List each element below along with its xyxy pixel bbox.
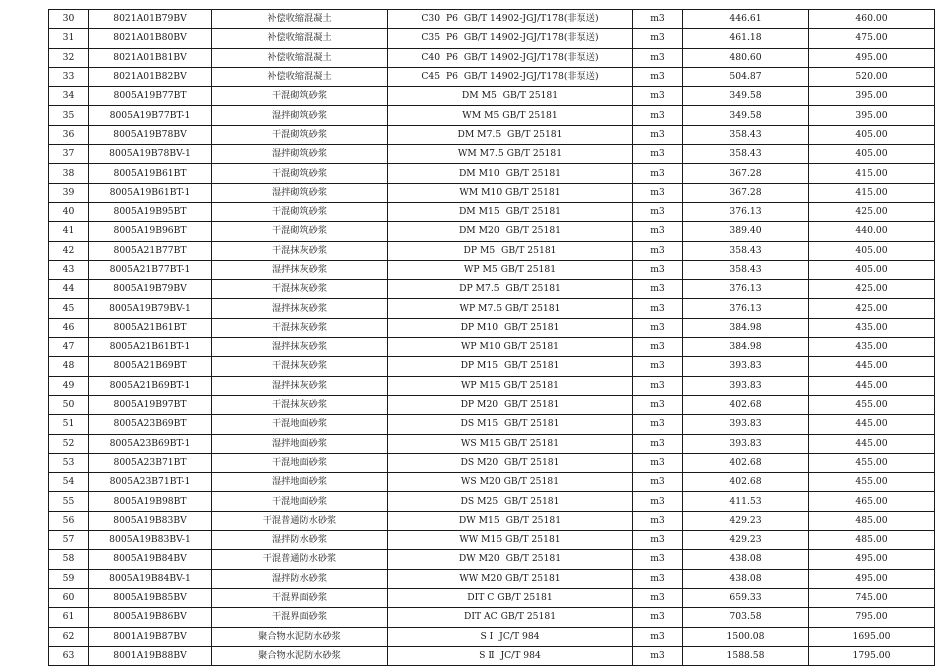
specification-cell: WS M20 GB/T 25181 (388, 473, 633, 492)
unit-cell: m3 (633, 299, 683, 318)
table-row (49, 473, 935, 492)
material-code-cell: 8005A19B79BV-1 (89, 299, 212, 318)
row-number-cell: 52 (49, 434, 89, 453)
material-code-cell: 8021A01B81BV (89, 48, 212, 67)
price-incl-tax-cell: 495.00 (809, 569, 935, 588)
unit-cell: m3 (633, 318, 683, 337)
specification-cell: DW M15 GB/T 25181 (388, 511, 633, 530)
row-number-cell: 32 (49, 48, 89, 67)
specification-cell: DM M5 GB/T 25181 (388, 87, 633, 106)
specification-cell: DW M20 GB/T 25181 (388, 550, 633, 569)
table-row (49, 588, 935, 607)
unit-cell: m3 (633, 87, 683, 106)
price-incl-tax-cell: 1695.00 (809, 627, 935, 646)
material-code-cell: 8005A19B77BT (89, 87, 212, 106)
row-number-cell: 63 (49, 646, 89, 665)
price-excl-tax-cell: 504.87 (683, 67, 809, 86)
specification-cell: WM M7.5 GB/T 25181 (388, 145, 633, 164)
table-row (49, 627, 935, 646)
material-code-cell: 8005A21B61BT-1 (89, 338, 212, 357)
table-row (49, 550, 935, 569)
specification-cell: DP M20 GB/T 25181 (388, 395, 633, 414)
material-price-table (48, 9, 935, 666)
row-number-cell: 46 (49, 318, 89, 337)
price-incl-tax-cell: 445.00 (809, 357, 935, 376)
unit-cell: m3 (633, 202, 683, 221)
material-name-cell: 补偿收缩混凝土 (212, 67, 388, 86)
material-name-cell: 湿拌砌筑砂浆 (212, 145, 388, 164)
material-name-cell: 干混界面砂浆 (212, 588, 388, 607)
table-row (49, 106, 935, 125)
row-number-cell: 38 (49, 164, 89, 183)
row-number-cell: 45 (49, 299, 89, 318)
unit-cell: m3 (633, 10, 683, 29)
specification-cell: WW M15 GB/T 25181 (388, 531, 633, 550)
unit-cell: m3 (633, 588, 683, 607)
row-number-cell: 53 (49, 453, 89, 472)
material-code-cell: 8005A19B61BT-1 (89, 183, 212, 202)
table-row (49, 434, 935, 453)
price-incl-tax-cell: 395.00 (809, 106, 935, 125)
material-code-cell: 8005A19B85BV (89, 588, 212, 607)
price-excl-tax-cell: 376.13 (683, 202, 809, 221)
table-row (49, 376, 935, 395)
material-code-cell: 8005A19B97BT (89, 395, 212, 414)
table-row (49, 67, 935, 86)
specification-cell: DS M15 GB/T 25181 (388, 415, 633, 434)
specification-cell: WP M10 GB/T 25181 (388, 338, 633, 357)
table-row (49, 415, 935, 434)
row-number-cell: 34 (49, 87, 89, 106)
table-body (49, 10, 935, 666)
price-incl-tax-cell: 455.00 (809, 473, 935, 492)
row-number-cell: 56 (49, 511, 89, 530)
price-incl-tax-cell: 495.00 (809, 48, 935, 67)
unit-cell: m3 (633, 473, 683, 492)
material-name-cell: 补偿收缩混凝土 (212, 29, 388, 48)
unit-cell: m3 (633, 260, 683, 279)
table-row (49, 10, 935, 29)
price-excl-tax-cell: 402.68 (683, 473, 809, 492)
material-code-cell: 8005A23B69BT (89, 415, 212, 434)
unit-cell: m3 (633, 511, 683, 530)
unit-cell: m3 (633, 415, 683, 434)
price-incl-tax-cell: 485.00 (809, 531, 935, 550)
price-incl-tax-cell: 455.00 (809, 453, 935, 472)
row-number-cell: 54 (49, 473, 89, 492)
price-incl-tax-cell: 465.00 (809, 492, 935, 511)
row-number-cell: 37 (49, 145, 89, 164)
unit-cell: m3 (633, 531, 683, 550)
material-code-cell: 8005A19B84BV-1 (89, 569, 212, 588)
material-code-cell: 8005A21B77BT-1 (89, 260, 212, 279)
price-excl-tax-cell: 358.43 (683, 260, 809, 279)
table-row (49, 511, 935, 530)
unit-cell: m3 (633, 608, 683, 627)
specification-cell: C40 P6 GB/T 14902-JGJ/T178(非泵送) (388, 48, 633, 67)
material-code-cell: 8005A23B69BT-1 (89, 434, 212, 453)
row-number-cell: 40 (49, 202, 89, 221)
row-number-cell: 51 (49, 415, 89, 434)
material-name-cell: 湿拌地面砂浆 (212, 434, 388, 453)
material-name-cell: 干混界面砂浆 (212, 608, 388, 627)
row-number-cell: 44 (49, 280, 89, 299)
material-code-cell: 8005A19B77BT-1 (89, 106, 212, 125)
price-excl-tax-cell: 429.23 (683, 511, 809, 530)
unit-cell: m3 (633, 164, 683, 183)
material-name-cell: 干混抹灰砂浆 (212, 395, 388, 414)
unit-cell: m3 (633, 453, 683, 472)
material-code-cell: 8005A19B86BV (89, 608, 212, 627)
row-number-cell: 31 (49, 29, 89, 48)
table-row (49, 183, 935, 202)
table-row (49, 164, 935, 183)
unit-cell: m3 (633, 395, 683, 414)
row-number-cell: 62 (49, 627, 89, 646)
specification-cell: WP M15 GB/T 25181 (388, 376, 633, 395)
price-excl-tax-cell: 367.28 (683, 164, 809, 183)
material-code-cell: 8005A19B79BV (89, 280, 212, 299)
material-code-cell: 8001A19B88BV (89, 646, 212, 665)
price-excl-tax-cell: 376.13 (683, 299, 809, 318)
price-incl-tax-cell: 745.00 (809, 588, 935, 607)
material-code-cell: 8021A01B79BV (89, 10, 212, 29)
price-excl-tax-cell: 703.58 (683, 608, 809, 627)
price-incl-tax-cell: 440.00 (809, 222, 935, 241)
specification-cell: DP M7.5 GB/T 25181 (388, 280, 633, 299)
material-code-cell: 8005A19B83BV (89, 511, 212, 530)
row-number-cell: 49 (49, 376, 89, 395)
material-code-cell: 8005A19B98BT (89, 492, 212, 511)
material-code-cell: 8005A21B77BT (89, 241, 212, 260)
row-number-cell: 36 (49, 125, 89, 144)
row-number-cell: 58 (49, 550, 89, 569)
specification-cell: DM M20 GB/T 25181 (388, 222, 633, 241)
specification-cell: DM M7.5 GB/T 25181 (388, 125, 633, 144)
price-incl-tax-cell: 405.00 (809, 125, 935, 144)
table-row (49, 280, 935, 299)
price-excl-tax-cell: 358.43 (683, 241, 809, 260)
unit-cell: m3 (633, 627, 683, 646)
row-number-cell: 55 (49, 492, 89, 511)
unit-cell: m3 (633, 183, 683, 202)
material-name-cell: 湿拌抹灰砂浆 (212, 299, 388, 318)
specification-cell: WP M5 GB/T 25181 (388, 260, 633, 279)
row-number-cell: 35 (49, 106, 89, 125)
price-incl-tax-cell: 405.00 (809, 145, 935, 164)
price-incl-tax-cell: 495.00 (809, 550, 935, 569)
specification-cell: DIT AC GB/T 25181 (388, 608, 633, 627)
row-number-cell: 30 (49, 10, 89, 29)
material-name-cell: 干混普通防水砂浆 (212, 550, 388, 569)
row-number-cell: 39 (49, 183, 89, 202)
price-excl-tax-cell: 358.43 (683, 125, 809, 144)
material-name-cell: 湿拌砌筑砂浆 (212, 183, 388, 202)
price-incl-tax-cell: 425.00 (809, 299, 935, 318)
specification-cell: DS M20 GB/T 25181 (388, 453, 633, 472)
material-code-cell: 8021A01B80BV (89, 29, 212, 48)
material-name-cell: 湿拌抹灰砂浆 (212, 376, 388, 395)
table-row (49, 318, 935, 337)
material-code-cell: 8005A19B83BV-1 (89, 531, 212, 550)
price-incl-tax-cell: 435.00 (809, 338, 935, 357)
specification-cell: WP M7.5 GB/T 25181 (388, 299, 633, 318)
unit-cell: m3 (633, 569, 683, 588)
table-row (49, 125, 935, 144)
row-number-cell: 33 (49, 67, 89, 86)
material-name-cell: 干混砌筑砂浆 (212, 202, 388, 221)
price-excl-tax-cell: 429.23 (683, 531, 809, 550)
specification-cell: C45 P6 GB/T 14902-JGJ/T178(非泵送) (388, 67, 633, 86)
material-name-cell: 湿拌防水砂浆 (212, 569, 388, 588)
unit-cell: m3 (633, 67, 683, 86)
price-incl-tax-cell: 405.00 (809, 241, 935, 260)
price-incl-tax-cell: 395.00 (809, 87, 935, 106)
row-number-cell: 47 (49, 338, 89, 357)
unit-cell: m3 (633, 646, 683, 665)
price-excl-tax-cell: 393.83 (683, 415, 809, 434)
unit-cell: m3 (633, 145, 683, 164)
material-name-cell: 湿拌抹灰砂浆 (212, 260, 388, 279)
price-excl-tax-cell: 349.58 (683, 106, 809, 125)
material-code-cell: 8005A19B96BT (89, 222, 212, 241)
row-number-cell: 60 (49, 588, 89, 607)
row-number-cell: 59 (49, 569, 89, 588)
row-number-cell: 43 (49, 260, 89, 279)
material-code-cell: 8005A21B61BT (89, 318, 212, 337)
price-incl-tax-cell: 485.00 (809, 511, 935, 530)
material-code-cell: 8021A01B82BV (89, 67, 212, 86)
material-name-cell: 干混地面砂浆 (212, 415, 388, 434)
material-name-cell: 干混抹灰砂浆 (212, 357, 388, 376)
price-excl-tax-cell: 659.33 (683, 588, 809, 607)
material-code-cell: 8005A19B84BV (89, 550, 212, 569)
specification-cell: DS M25 GB/T 25181 (388, 492, 633, 511)
material-code-cell: 8005A19B61BT (89, 164, 212, 183)
unit-cell: m3 (633, 492, 683, 511)
price-excl-tax-cell: 389.40 (683, 222, 809, 241)
table-row (49, 453, 935, 472)
table-row (49, 646, 935, 665)
unit-cell: m3 (633, 280, 683, 299)
table-row (49, 299, 935, 318)
material-name-cell: 湿拌砌筑砂浆 (212, 106, 388, 125)
specification-cell: WM M10 GB/T 25181 (388, 183, 633, 202)
table-row (49, 145, 935, 164)
row-number-cell: 42 (49, 241, 89, 260)
price-excl-tax-cell: 461.18 (683, 29, 809, 48)
unit-cell: m3 (633, 29, 683, 48)
material-name-cell: 补偿收缩混凝土 (212, 10, 388, 29)
material-name-cell: 干混抹灰砂浆 (212, 241, 388, 260)
price-incl-tax-cell: 425.00 (809, 280, 935, 299)
price-excl-tax-cell: 402.68 (683, 453, 809, 472)
table-row (49, 395, 935, 414)
price-incl-tax-cell: 445.00 (809, 376, 935, 395)
table-row (49, 29, 935, 48)
specification-cell: DM M15 GB/T 25181 (388, 202, 633, 221)
material-name-cell: 干混砌筑砂浆 (212, 87, 388, 106)
material-code-cell: 8005A23B71BT (89, 453, 212, 472)
price-excl-tax-cell: 411.53 (683, 492, 809, 511)
unit-cell: m3 (633, 357, 683, 376)
table-row (49, 608, 935, 627)
table-row (49, 357, 935, 376)
price-excl-tax-cell: 446.61 (683, 10, 809, 29)
table-row (49, 492, 935, 511)
unit-cell: m3 (633, 550, 683, 569)
unit-cell: m3 (633, 338, 683, 357)
specification-cell: C35 P6 GB/T 14902-JGJ/T178(非泵送) (388, 29, 633, 48)
price-excl-tax-cell: 367.28 (683, 183, 809, 202)
row-number-cell: 57 (49, 531, 89, 550)
material-code-cell: 8005A19B95BT (89, 202, 212, 221)
specification-cell: S Ⅰ JC/T 984 (388, 627, 633, 646)
price-incl-tax-cell: 460.00 (809, 10, 935, 29)
material-name-cell: 干混抹灰砂浆 (212, 280, 388, 299)
price-excl-tax-cell: 402.68 (683, 395, 809, 414)
unit-cell: m3 (633, 125, 683, 144)
material-name-cell: 湿拌防水砂浆 (212, 531, 388, 550)
price-incl-tax-cell: 415.00 (809, 164, 935, 183)
specification-cell: DM M10 GB/T 25181 (388, 164, 633, 183)
unit-cell: m3 (633, 222, 683, 241)
table-row (49, 260, 935, 279)
table-row (49, 222, 935, 241)
price-excl-tax-cell: 393.83 (683, 434, 809, 453)
price-incl-tax-cell: 520.00 (809, 67, 935, 86)
price-excl-tax-cell: 393.83 (683, 357, 809, 376)
price-incl-tax-cell: 435.00 (809, 318, 935, 337)
material-code-cell: 8005A21B69BT (89, 357, 212, 376)
price-excl-tax-cell: 349.58 (683, 87, 809, 106)
table-row (49, 531, 935, 550)
unit-cell: m3 (633, 376, 683, 395)
specification-cell: DP M15 GB/T 25181 (388, 357, 633, 376)
table-row (49, 202, 935, 221)
material-name-cell: 干混地面砂浆 (212, 492, 388, 511)
material-name-cell: 聚合物水泥防水砂浆 (212, 646, 388, 665)
specification-cell: WM M5 GB/T 25181 (388, 106, 633, 125)
table-row (49, 87, 935, 106)
specification-cell: DP M10 GB/T 25181 (388, 318, 633, 337)
specification-cell: C30 P6 GB/T 14902-JGJ/T178(非泵送) (388, 10, 633, 29)
price-incl-tax-cell: 445.00 (809, 415, 935, 434)
price-incl-tax-cell: 1795.00 (809, 646, 935, 665)
specification-cell: DP M5 GB/T 25181 (388, 241, 633, 260)
price-excl-tax-cell: 438.08 (683, 569, 809, 588)
table-row (49, 48, 935, 67)
price-excl-tax-cell: 1500.08 (683, 627, 809, 646)
price-incl-tax-cell: 415.00 (809, 183, 935, 202)
unit-cell: m3 (633, 434, 683, 453)
price-excl-tax-cell: 376.13 (683, 280, 809, 299)
material-name-cell: 干混砌筑砂浆 (212, 222, 388, 241)
price-incl-tax-cell: 445.00 (809, 434, 935, 453)
material-name-cell: 干混砌筑砂浆 (212, 164, 388, 183)
material-code-cell: 8001A19B87BV (89, 627, 212, 646)
material-code-cell: 8005A23B71BT-1 (89, 473, 212, 492)
unit-cell: m3 (633, 106, 683, 125)
price-incl-tax-cell: 405.00 (809, 260, 935, 279)
table-row (49, 569, 935, 588)
row-number-cell: 61 (49, 608, 89, 627)
specification-cell: S Ⅱ JC/T 984 (388, 646, 633, 665)
price-excl-tax-cell: 393.83 (683, 376, 809, 395)
price-incl-tax-cell: 795.00 (809, 608, 935, 627)
material-name-cell: 聚合物水泥防水砂浆 (212, 627, 388, 646)
price-incl-tax-cell: 475.00 (809, 29, 935, 48)
table-row (49, 338, 935, 357)
material-code-cell: 8005A19B78BV (89, 125, 212, 144)
specification-cell: WW M20 GB/T 25181 (388, 569, 633, 588)
material-name-cell: 干混抹灰砂浆 (212, 318, 388, 337)
material-name-cell: 干混砌筑砂浆 (212, 125, 388, 144)
unit-cell: m3 (633, 241, 683, 260)
material-code-cell: 8005A19B78BV-1 (89, 145, 212, 164)
price-excl-tax-cell: 384.98 (683, 318, 809, 337)
price-incl-tax-cell: 455.00 (809, 395, 935, 414)
material-name-cell: 补偿收缩混凝土 (212, 48, 388, 67)
price-excl-tax-cell: 480.60 (683, 48, 809, 67)
material-name-cell: 湿拌地面砂浆 (212, 473, 388, 492)
material-code-cell: 8005A21B69BT-1 (89, 376, 212, 395)
price-excl-tax-cell: 384.98 (683, 338, 809, 357)
material-name-cell: 干混地面砂浆 (212, 453, 388, 472)
specification-cell: WS M15 GB/T 25181 (388, 434, 633, 453)
material-name-cell: 干混普通防水砂浆 (212, 511, 388, 530)
price-excl-tax-cell: 358.43 (683, 145, 809, 164)
price-incl-tax-cell: 425.00 (809, 202, 935, 221)
price-excl-tax-cell: 438.08 (683, 550, 809, 569)
material-name-cell: 湿拌抹灰砂浆 (212, 338, 388, 357)
row-number-cell: 48 (49, 357, 89, 376)
row-number-cell: 50 (49, 395, 89, 414)
price-excl-tax-cell: 1588.58 (683, 646, 809, 665)
row-number-cell: 41 (49, 222, 89, 241)
specification-cell: DIT C GB/T 25181 (388, 588, 633, 607)
unit-cell: m3 (633, 48, 683, 67)
table-row (49, 241, 935, 260)
